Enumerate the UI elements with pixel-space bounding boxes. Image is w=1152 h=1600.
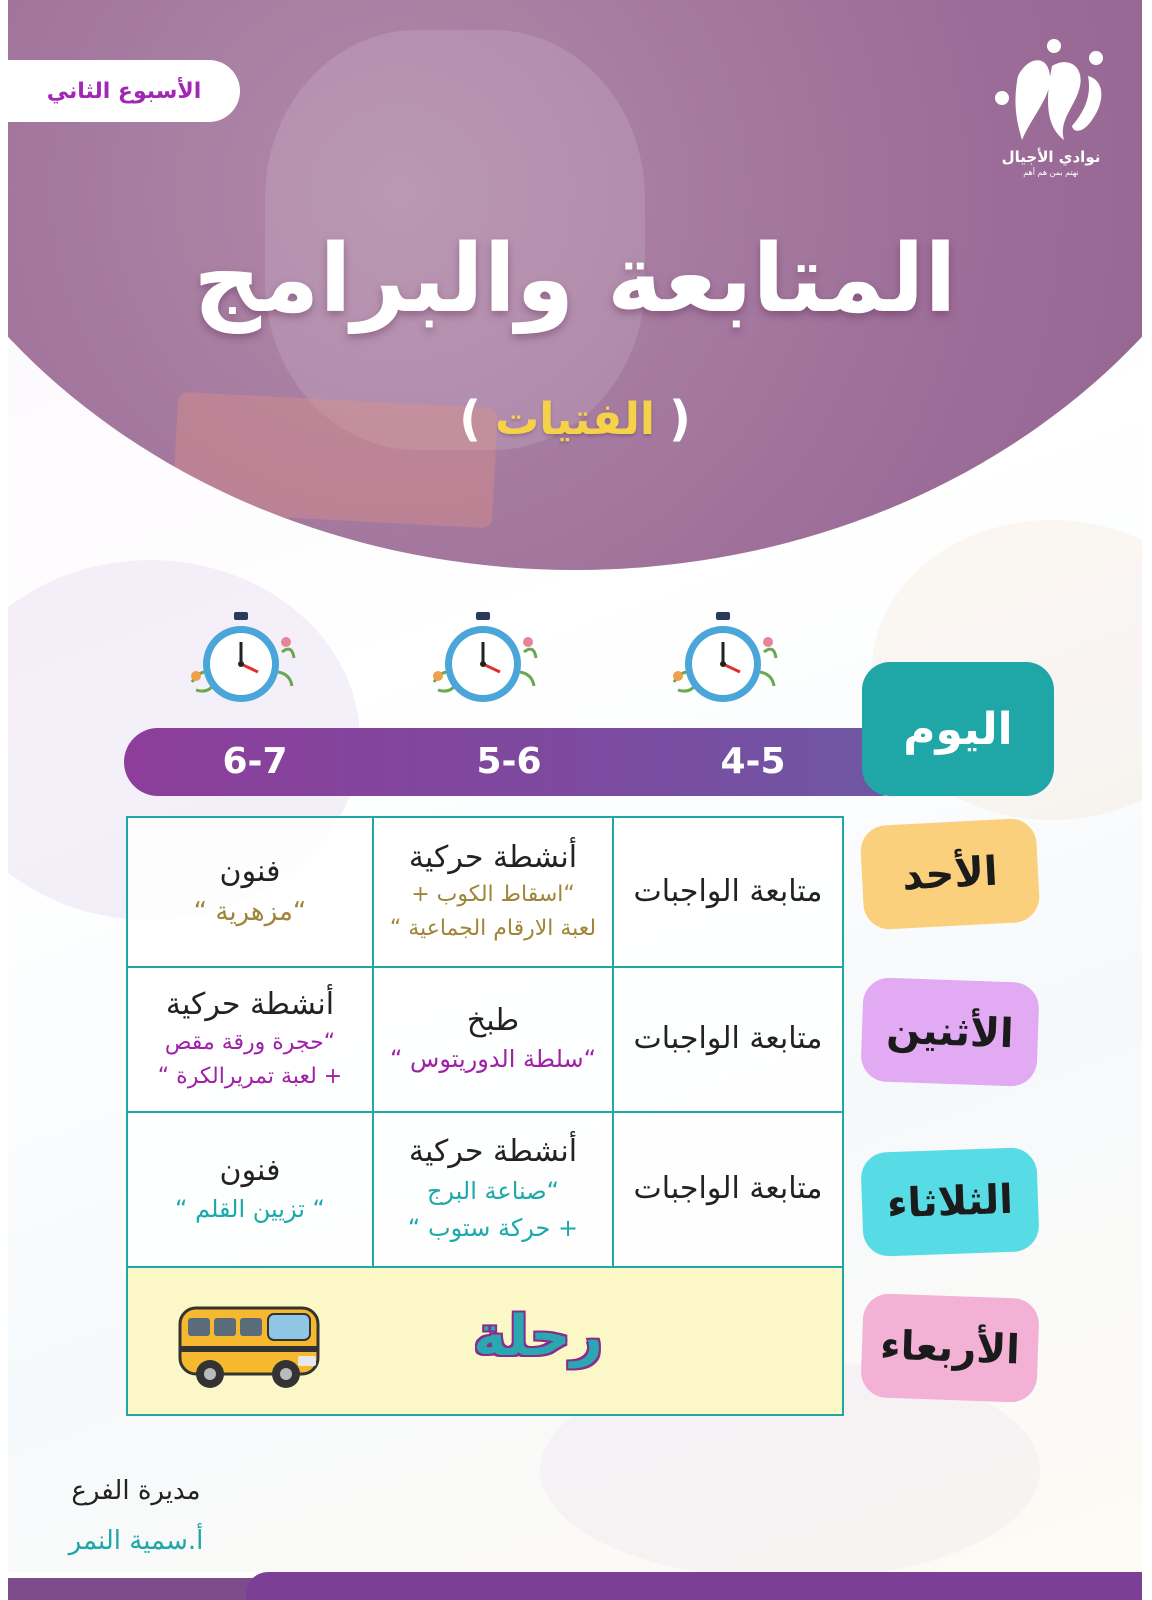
trip-row — [128, 1268, 842, 1414]
week-badge — [8, 60, 240, 122]
signature-role: مديرة الفرع — [71, 1476, 201, 1506]
cell-sub-text: + لعبة تمريرالكرة “ — [157, 1063, 343, 1089]
logo — [988, 36, 1118, 186]
footer-bar — [0, 1572, 1152, 1600]
table-cell — [614, 1113, 842, 1268]
cell-main-text: أنشطة حركية — [165, 987, 335, 1023]
day-tag-wednesday — [860, 1293, 1040, 1403]
cell-sub-text: لعبة الارقام الجماعية “ — [389, 916, 597, 942]
day-label: الأثنين — [885, 1006, 1015, 1058]
table-cell — [128, 1113, 374, 1268]
time-slot-bar — [124, 728, 914, 796]
subtitle-open-bracket: ( — [668, 391, 691, 447]
cell-main-text: متابعة الواجبات — [633, 1171, 823, 1207]
cell-main-text: فنون — [219, 853, 281, 889]
stopwatch-icon — [668, 612, 780, 712]
logo-tagline: نهتم بمن هم أهم — [1023, 168, 1079, 177]
subtitle-text: الفتيات — [495, 393, 655, 445]
page-title: المتابعة والبرامج — [193, 225, 957, 334]
subtitle-close-bracket: ) — [459, 391, 482, 447]
cell-sub-text: “صناعة البرج — [426, 1176, 560, 1205]
schedule-table — [126, 816, 844, 1416]
stopwatch-icon — [186, 612, 298, 712]
cell-main-text: أنشطة حركية — [408, 839, 578, 875]
day-column-header: اليوم — [862, 662, 1054, 796]
subtitle — [430, 386, 720, 452]
day-tag-tuesday — [860, 1147, 1040, 1257]
cell-sub-text: + حركة ستوب “ — [407, 1213, 579, 1242]
table-cell — [614, 968, 842, 1113]
footer-stripe — [246, 1572, 1152, 1600]
cell-sub-text: “مزهرية “ — [193, 897, 307, 928]
day-label: الثلاثاء — [886, 1176, 1014, 1228]
cell-sub-text: “ تزيين القلم “ — [175, 1195, 325, 1224]
cell-sub-text: “سلطة الدوريتوس “ — [389, 1045, 597, 1074]
cell-main-text: متابعة الواجبات — [633, 1021, 823, 1057]
day-tag-sunday — [859, 817, 1040, 930]
table-cell — [374, 818, 614, 968]
day-label: الأربعاء — [879, 1322, 1021, 1374]
cell-sub-text: “اسقاط الكوب + — [411, 882, 575, 908]
day-tag-monday — [860, 977, 1040, 1087]
table-cell — [374, 968, 614, 1113]
cell-main-text: أنشطة حركية — [408, 1134, 578, 1170]
logo-name: نوادي الأجيال — [1001, 148, 1101, 166]
cell-main-text: متابعة الواجبات — [633, 873, 823, 909]
table-cell — [614, 818, 842, 968]
bus-icon — [170, 1294, 330, 1394]
table-cell — [128, 968, 374, 1113]
day-label: الأحد — [901, 848, 999, 900]
trip-label: رحلة — [473, 1304, 603, 1369]
time-slot-3: 6-7 — [222, 741, 288, 782]
time-slot-1: 4-5 — [720, 741, 786, 782]
page-border — [0, 0, 8, 1600]
time-slot-2: 5-6 — [476, 741, 542, 782]
logo-icon — [988, 36, 1114, 146]
week-badge-label: الأسبوع الثاني — [46, 78, 202, 104]
page-border — [1142, 0, 1152, 1600]
cell-main-text: طبخ — [466, 1002, 520, 1038]
signature-name: أ.سمية النمر — [68, 1526, 204, 1556]
stopwatch-icon — [428, 612, 540, 712]
table-cell — [128, 818, 374, 968]
cell-sub-text: “حجرة ورقة مقص — [164, 1029, 336, 1055]
table-cell — [374, 1113, 614, 1268]
cell-main-text: فنون — [219, 1152, 281, 1188]
